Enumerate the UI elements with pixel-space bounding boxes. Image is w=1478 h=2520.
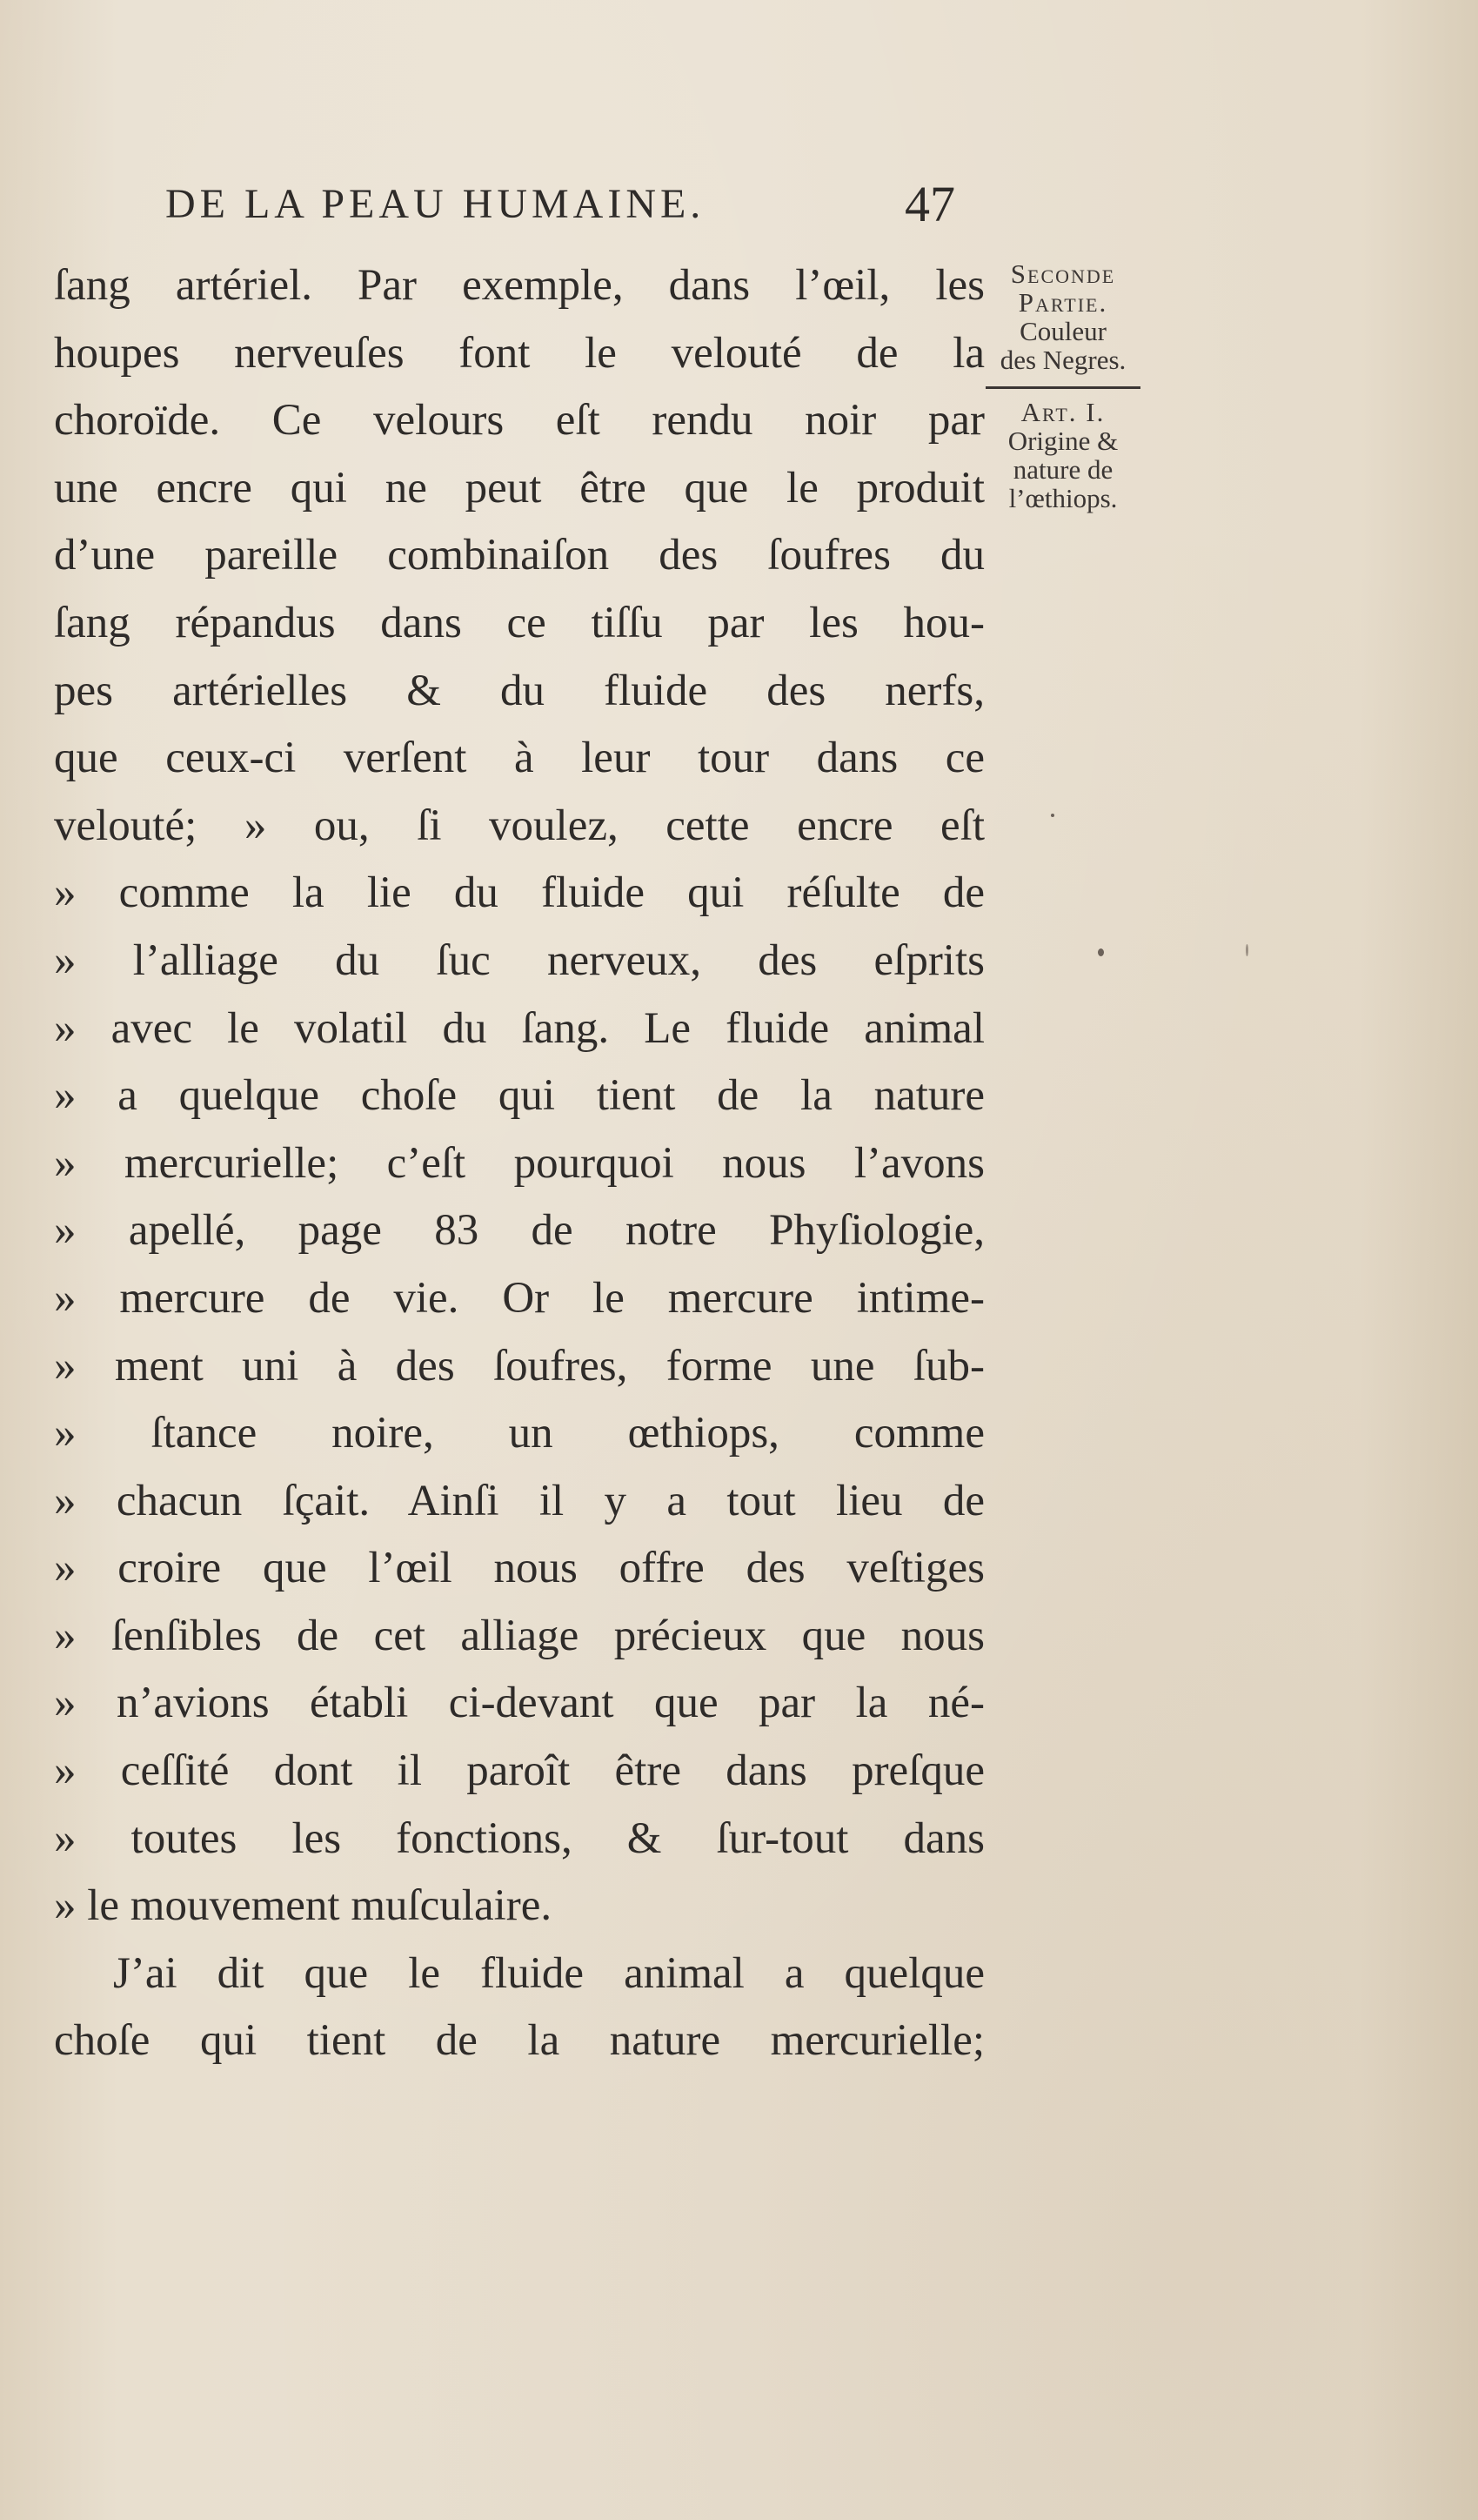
paper-speck: [1246, 944, 1248, 956]
margin-note-line: Origine &: [1007, 426, 1119, 456]
text-line: » ſtance noire, un œthiops, comme: [54, 1409, 985, 1458]
page-header: [165, 170, 974, 239]
text-line: ſang artériel. Par exemple, dans l’œil, les: [54, 261, 985, 310]
margin-note-line: l’œthiops.: [1008, 483, 1118, 513]
paper-speck: [1098, 948, 1104, 956]
text-line: » le mouvement muſculaire.: [54, 1881, 552, 1931]
text-line: » croire que l’œil nous offre des veſtiges: [54, 1544, 985, 1593]
margin-note-line: des Negres.: [1000, 345, 1127, 375]
text-line: » mercure de vie. Or le mercure intime-: [54, 1273, 985, 1323]
margin-note-rule: [986, 386, 1140, 389]
text-line: » apellé, page 83 de notre Phyſiologie,: [54, 1206, 985, 1256]
margin-note-line: Partie.: [1018, 287, 1108, 318]
text-line: pes artérielles & du fluide des nerfs,: [54, 666, 985, 715]
text-line: » n’avions établi ci-devant que par la né-: [54, 1679, 985, 1728]
margin-note-line: Couleur: [1020, 316, 1107, 346]
margin-note: [976, 259, 1150, 513]
text-line: une encre qui ne peut être que le produit: [54, 463, 985, 513]
paper-speck: [1051, 814, 1054, 817]
text-line: » mercurielle; c’eſt pourquoi nous l’avons: [54, 1138, 985, 1188]
margin-note-line: Seconde: [1010, 258, 1116, 289]
text-line: » comme la lie du fluide qui réſulte de: [54, 868, 985, 918]
text-line: d’une pareille combinaiſon des ſoufres du: [54, 531, 985, 580]
text-line: » ceſſité dont il paroît être dans preſque: [54, 1746, 985, 1796]
running-head: DE LA PEAU HUMAINE.: [165, 181, 706, 227]
text-line: » avec le volatil du ſang. Le fluide animal: [54, 1003, 985, 1053]
text-line: ſang répandus dans ce tiſſu par les hou-: [54, 598, 985, 647]
text-line: velouté; » ou, ſi voulez, cette encre eſt: [54, 801, 985, 850]
text-line: » l’alliage du ſuc nerveux, des eſprits: [54, 935, 985, 985]
margin-note-line: nature de: [1013, 454, 1114, 485]
margin-note-line: Art. I.: [1020, 397, 1106, 427]
body-text: [54, 252, 985, 2075]
text-line: que ceux-ci verſent à leur tour dans ce: [54, 734, 985, 783]
text-line: » ſenſibles de cet alliage précieux que nous: [54, 1611, 985, 1660]
text-line: choroïde. Ce velours eſt rendu noir par: [54, 396, 985, 446]
text-line: » ment uni à des ſoufres, forme une ſub-: [54, 1341, 985, 1391]
text-line: » a quelque choſe qui tient de la nature: [54, 1071, 985, 1121]
page-number: 47: [905, 176, 955, 232]
text-line: houpes nerveuſes font le velouté de la: [54, 328, 985, 378]
text-line: » chacun ſçait. Ainſi il y a tout lieu de: [54, 1476, 985, 1525]
text-line: » toutes les fonctions, & ſur-tout dans: [54, 1813, 985, 1863]
text-line: choſe qui tient de la nature mercurielle;: [54, 2016, 985, 2066]
text-line: J’ai dit que le fluide animal a quelque: [113, 1948, 985, 1998]
